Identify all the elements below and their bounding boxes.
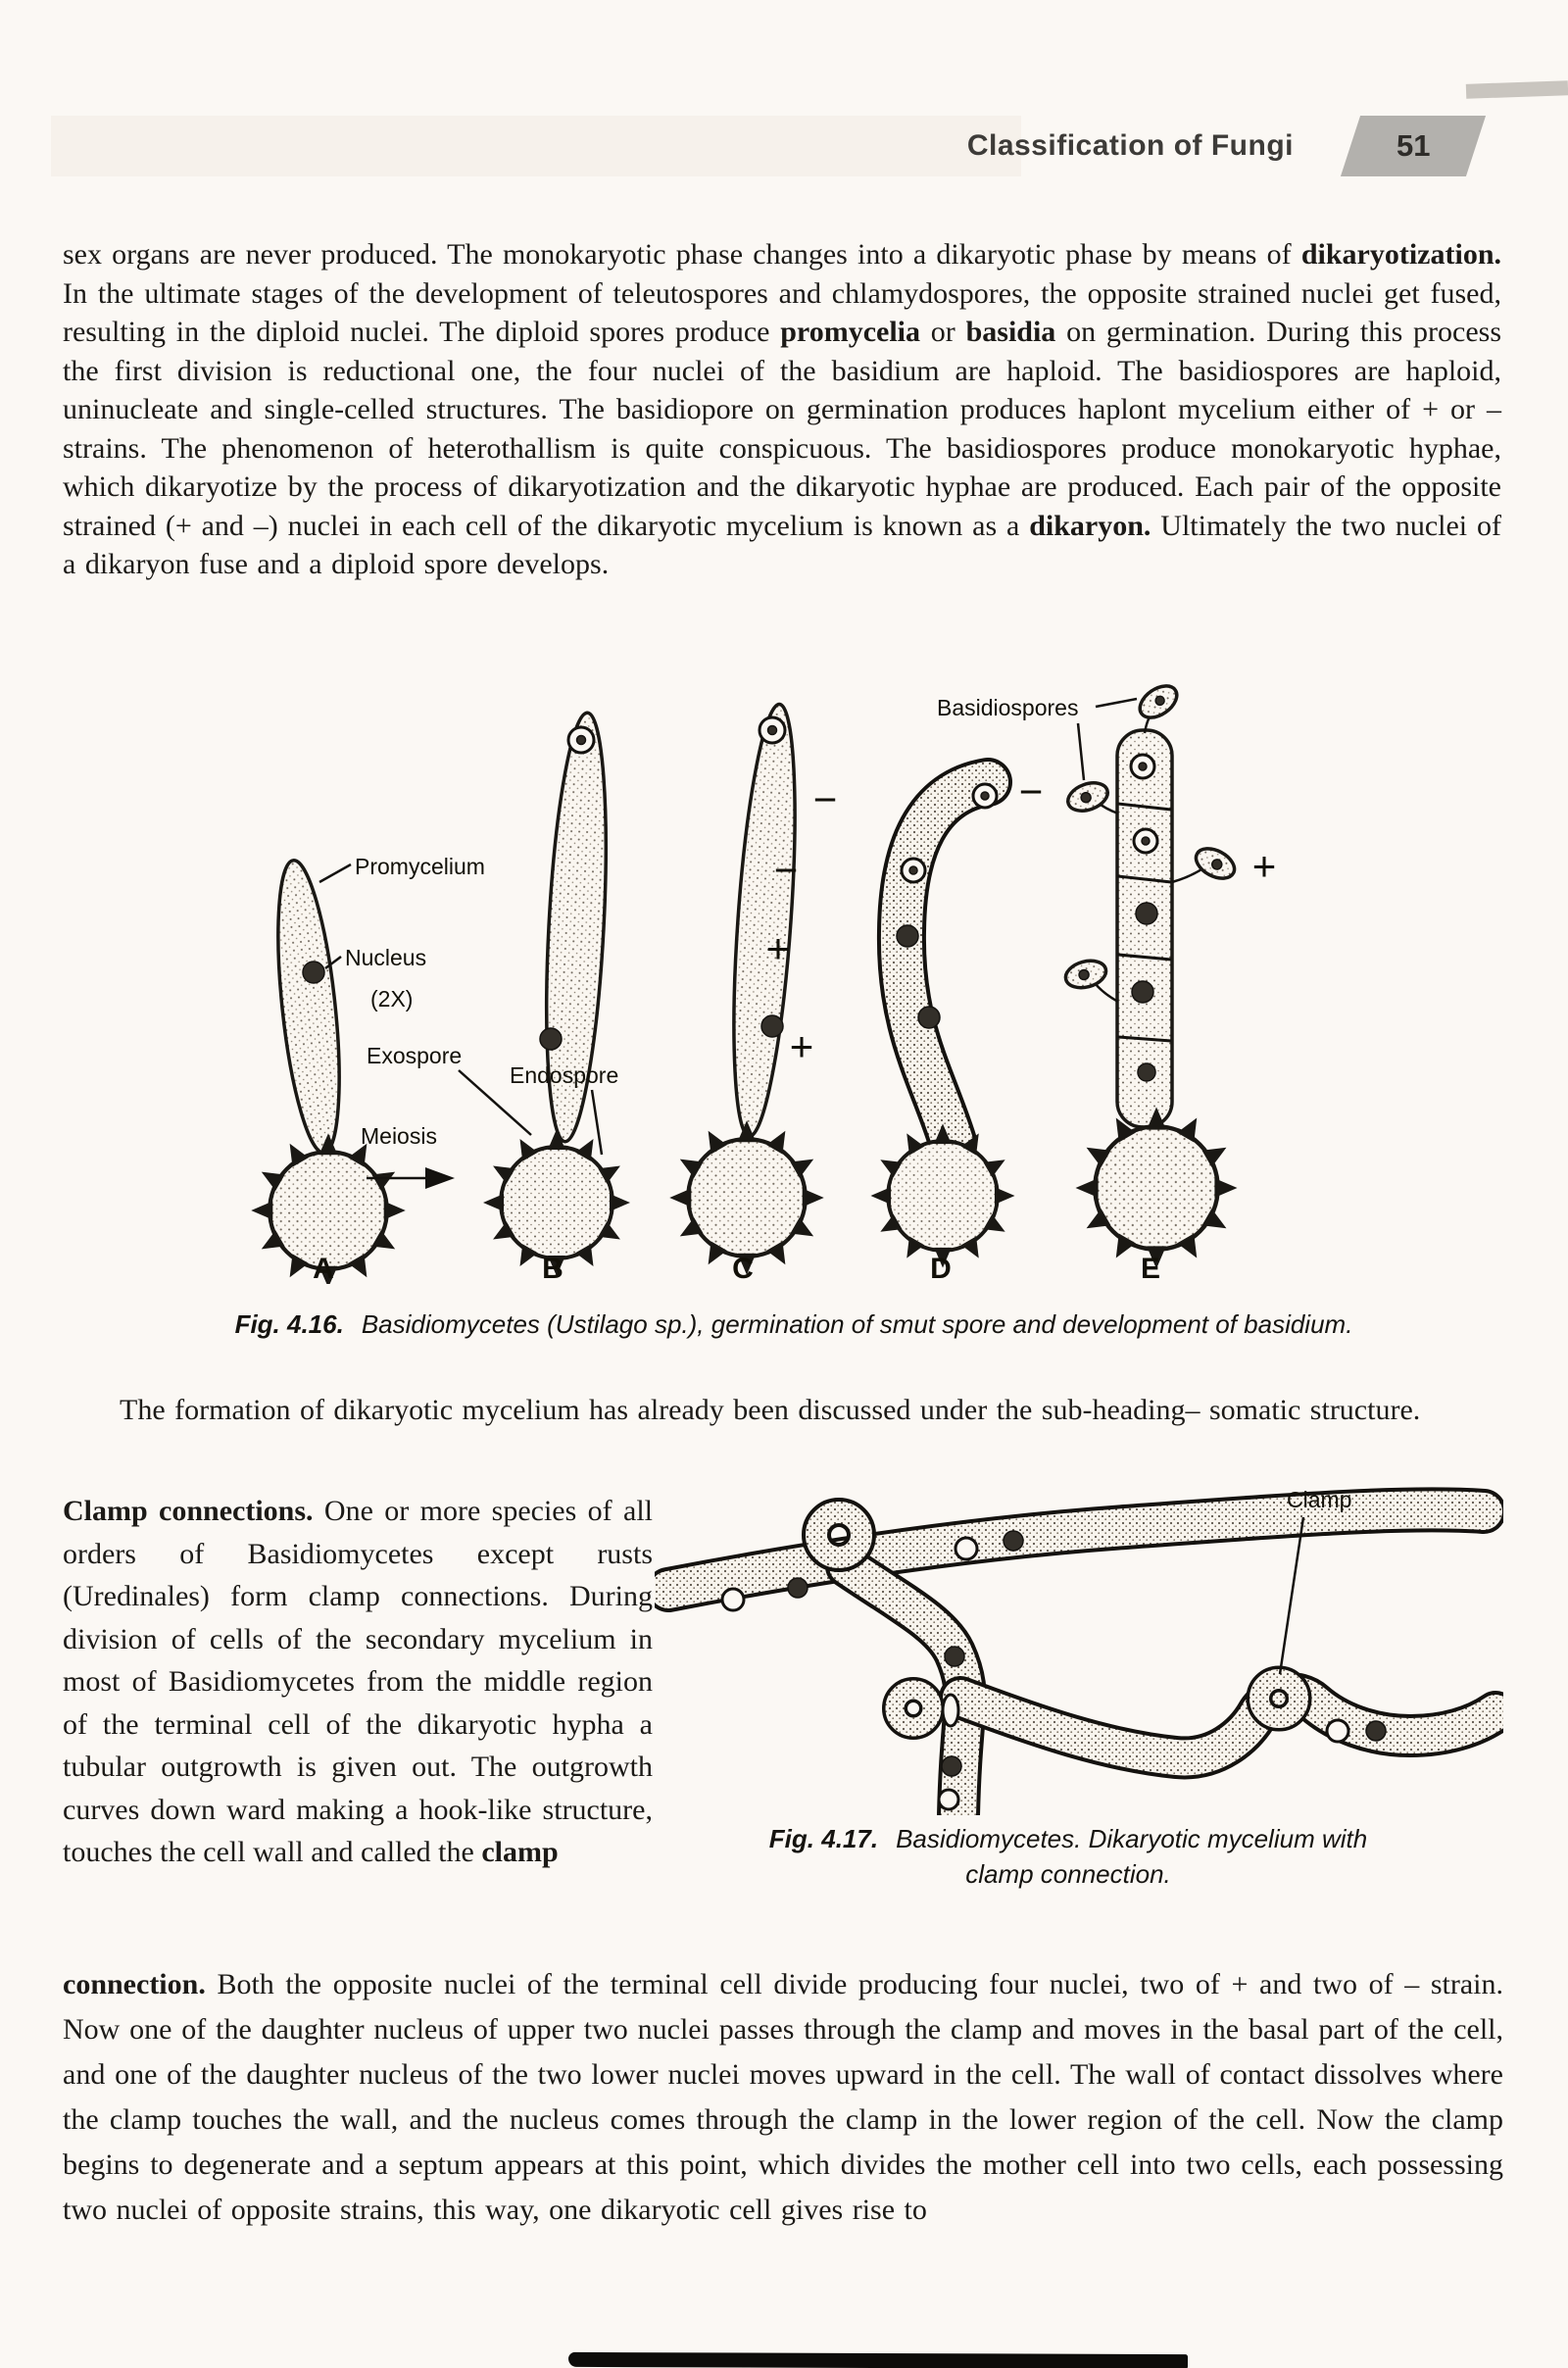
label-endospore: Endospore [510, 1062, 619, 1088]
fig-4-17-caption [686, 1821, 1450, 1892]
stage-letter-b: B [542, 1253, 564, 1284]
label-nucleus-2x: (2X) [370, 986, 414, 1011]
fig416-stage-a [251, 858, 406, 1284]
minus-sign: − [1018, 768, 1044, 814]
figure-4-16-drawing [0, 617, 1568, 1284]
fig-4-17-caption-line1: Basidiomycetes. Dikaryotic mycelium with [896, 1824, 1368, 1853]
fig-4-16-caption-text: Basidiomycetes (Ustilago sp.), germination of smut spore and development of basidium. [361, 1309, 1353, 1339]
fig416-stage-e [1019, 679, 1277, 1268]
fig416-stage-c [669, 703, 824, 1275]
plus-sign: + [789, 1023, 814, 1069]
fig-4-16-caption-label: Fig. 4.16. [234, 1309, 344, 1339]
formation-paragraph: The formation of dikaryotic mycelium has already been discussed under the sub-heading– somatic structure. [120, 1394, 1421, 1426]
fig-4-17-caption-line2: clamp connection. [965, 1859, 1171, 1889]
figure-4-17 [655, 1411, 1503, 1815]
page-number-badge [1341, 116, 1486, 176]
clamp-loop [816, 1512, 861, 1557]
plus-sign: + [1251, 843, 1277, 889]
scan-artifact-sliver [1466, 80, 1568, 99]
dikaryotic-hypha-top [668, 1509, 1484, 1590]
dikaryotic-hypha-lower [960, 1694, 1495, 1757]
fig-4-16-caption [118, 1309, 1470, 1340]
label-meiosis: Meiosis [361, 1123, 437, 1149]
chapter-title: Classification of Fungi [966, 129, 1294, 162]
stage-letter-a: A [313, 1253, 334, 1284]
label-nucleus: Nucleus [345, 945, 427, 970]
fig416-stage-b [483, 712, 630, 1276]
minus-sign: − [812, 776, 838, 822]
figure-4-16 [0, 617, 1568, 1284]
label-exospore: Exospore [367, 1043, 463, 1068]
plus-sign: + [765, 925, 791, 971]
page-number: 51 [1396, 128, 1431, 163]
label-clamp: Clamp [1287, 1487, 1352, 1512]
clamp-loop [895, 1690, 932, 1727]
clamp-bottom-paragraph: connection. Both the opposite nuclei of the terminal cell divide producing four nuclei, two of + and two of – strain. Now one of the daughter nucleus of upper two nuclei passes through the clamp and moves in the basal part of the cell, and one of the daughter nucleus of the two lower nuclei moves upward in the cell. The wall of contact dissolves where the clamp touches the wall, and the nucleus comes through the clamp in the lower region of the cell. Now the clamp begins to degenerate and a septum appears at this point, which divides the mother cell into two cells, each possessing two nuclei of opposite strains, this way, one dikaryotic cell gives rise to [63, 1968, 1503, 2226]
label-basidiospores: Basidiospores [937, 695, 1079, 720]
stage-letter-c: C [732, 1253, 754, 1284]
stage-letter-d: D [930, 1253, 952, 1284]
intro-paragraph: sex organs are never produced. The monokaryotic phase changes into a dikaryotic phase by means of dikaryotization. In the ultimate stages of the development of teleutospores and chlamydospores, the opposite strained nuclei get fused, resulting in the diploid nuclei. The diploid spores produce promycelia or basidia on germination. During this process the first division is reductional one, the four nuclei of the basidium are haploid. The basidiospores are haploid, uninucleate and single-celled structures. The basidiopore on germination produces haplont mycelium either of + or – strains. The phenomenon of heterothallism is quite conspicuous. The basidiospores produce monokaryotic hyphae, which dikaryotize by the process of dikaryotization and the dikaryotic hyphae are produced. Each pair of the opposite strained (+ and –) nuclei in each cell of the dikaryotic mycelium is known as a dikaryon. Ultimately the two nuclei of a dikaryon fuse and a diploid spore develops. [63, 238, 1501, 580]
figure-4-17-drawing [655, 1411, 1503, 1815]
scan-artifact-bar [568, 2352, 1188, 2368]
fig-4-17-caption-label: Fig. 4.17. [768, 1824, 879, 1853]
minus-sign: − [773, 847, 799, 893]
page-header [0, 114, 1476, 178]
label-promycelium: Promycelium [355, 854, 485, 879]
clamp-connections-paragraph: Clamp connections. One or more species of all orders of Basidiomycetes except rusts (Uredinales) form clamp connections. During division of cells of the secondary mycelium in most of Basidiomycetes from the middle region of the terminal cell of the dikaryotic hypha a tubular outgrowth is given out. The outgrowth curves down ward making a hook-like structure, touches the cell wall and called the clamp [63, 1495, 653, 1868]
stage-letter-e: E [1140, 1253, 1161, 1284]
